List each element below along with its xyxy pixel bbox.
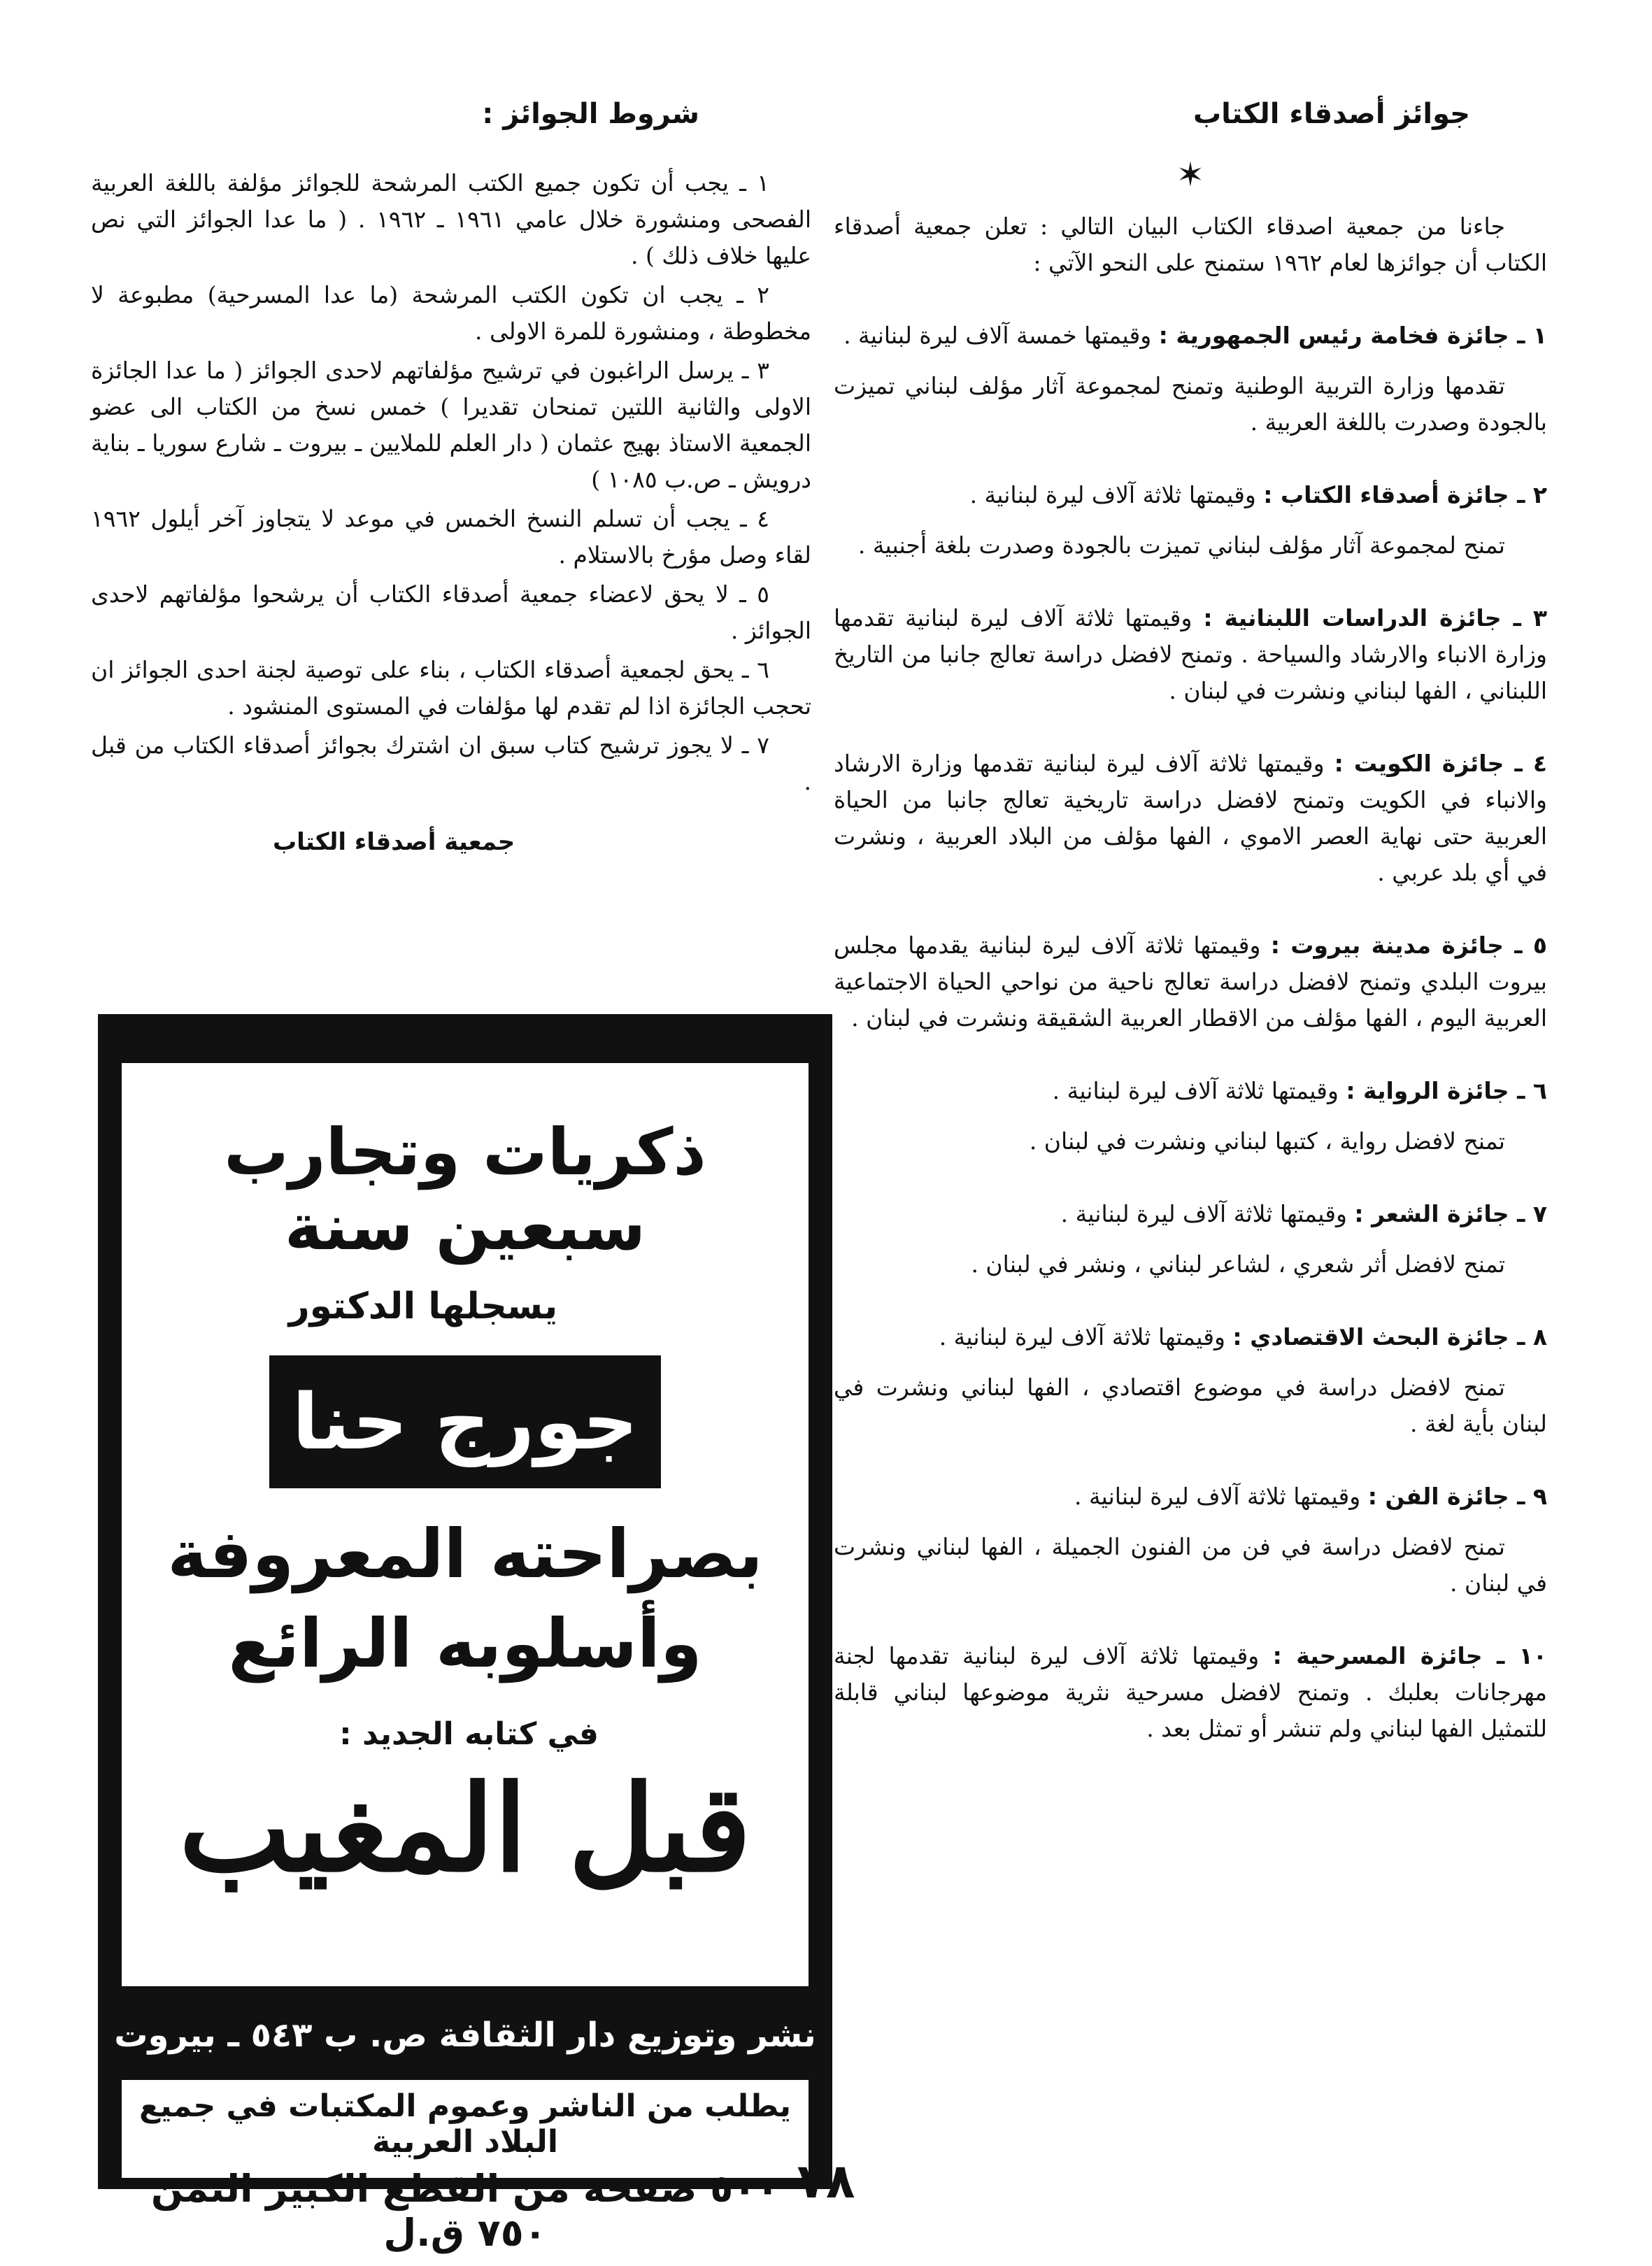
ad-author-box xyxy=(269,1355,661,1488)
prize-entry xyxy=(834,477,1547,564)
prize-paragraph xyxy=(834,746,1547,891)
prize-heading: ٩ ـ جائزة الفن : xyxy=(1367,1483,1547,1510)
prize-paragraph xyxy=(834,927,1547,1036)
conditions-column xyxy=(91,98,811,856)
prize-entry xyxy=(834,1073,1547,1160)
ad-publisher-bar: نشر وتوزيع دار الثقافة ص. ب ٥٤٣ ـ بيروت xyxy=(114,2016,816,2055)
prize-entry xyxy=(834,318,1547,441)
ad-main-panel xyxy=(122,1063,809,1986)
prize-description: تمنح لافضل دراسة في موضوع اقتصادي ، الفها لبناني ونشرت في لبنان بأية لغة . xyxy=(834,1374,1547,1437)
prize-description: تمنح لافضل دراسة في فن من الفنون الجميلة ، الفها لبناني ونشرت في لبنان . xyxy=(834,1533,1547,1597)
ad-availability: يطلب من الناشر وعموم المكتبات في جميع البلاد العربية xyxy=(138,2088,792,2160)
prize-heading: ١٠ ـ جائزة المسرحية : xyxy=(1272,1642,1547,1669)
prize-value: وقيمتها خمسة آلاف ليرة لبنانية . xyxy=(843,322,1159,349)
prize-paragraph xyxy=(834,1478,1547,1515)
prize-heading: ٢ ـ جائزة أصدقاء الكتاب : xyxy=(1263,481,1547,508)
prize-paragraph xyxy=(834,1196,1547,1232)
prize-value: وقيمتها ثلاثة آلاف ليرة لبنانية . xyxy=(969,481,1264,508)
conditions-heading: شروط الجوائز : xyxy=(482,98,699,130)
condition-item: ١ ـ يجب أن تكون جميع الكتب المرشحة للجوائز مؤلفة باللغة العربية الفصحى ومنشورة خلال عامي ١٩٦١ ـ ١٩٦٢ . ( ما عدا الجوائز التي نص عليها خلاف ذلك ) . xyxy=(91,169,811,269)
prizes-heading: جوائز أصدقاء الكتاب xyxy=(1192,98,1470,130)
page-number: ٧٨ xyxy=(797,2154,855,2209)
prize-description: تمنح لافضل رواية ، كتبها لبناني ونشرت في لبنان . xyxy=(1029,1127,1505,1155)
prize-paragraph xyxy=(834,318,1547,354)
signature: جمعية أصدقاء الكتاب xyxy=(273,828,515,856)
prize-heading: ٧ ـ جائزة الشعر : xyxy=(1354,1200,1547,1227)
prize-paragraph xyxy=(834,600,1547,709)
prize-value: وقيمتها ثلاثة آلاف ليرة لبنانية . xyxy=(1074,1483,1368,1510)
prize-heading: ١ ـ جائزة فخامة رئيس الجمهورية : xyxy=(1158,322,1547,349)
ad-in-book: في كتابه الجديد : xyxy=(339,1716,599,1752)
prize-description: تمنح لمجموعة آثار مؤلف لبناني تميزت بالجودة وصدرت بلغة أجنبية . xyxy=(857,532,1505,559)
conditions-list xyxy=(91,165,811,800)
ad-title: ذكريات وتجارب سبعين سنة xyxy=(224,1115,706,1264)
prize-paragraph xyxy=(834,1073,1547,1109)
condition-item: ٣ ـ يرسل الراغبون في ترشيح مؤلفاتهم لاحدى الجوائز ( ما عدا الجائزة الاولى والثانية اللتين تمنحان تقديرا ) خمس نسخ من الكتاب الى عضو الجمعية الاستاذ بهيج عثمان ( دار العلم للملايين ـ بيروت ـ شارع سوريا ـ بناية درويش ـ ص.ب ١٠٨٥ ) xyxy=(91,357,811,493)
prize-entry xyxy=(834,1638,1547,1747)
condition-item: ٤ ـ يجب أن تسلم النسخ الخمس في موعد لا يتجاوز آخر أيلول ١٩٦٢ لقاء وصل مؤرخ بالاستلام . xyxy=(91,505,811,569)
prize-heading: ٤ ـ جائزة الكويت : xyxy=(1334,750,1547,777)
ad-author-name: جورج حنا xyxy=(292,1377,639,1467)
prizes-column xyxy=(834,98,1547,1747)
prize-description: تقدمها وزارة التربية الوطنية وتمنح لمجموعة آثار مؤلف لبناني تميزت بالجودة وصدرت باللغة العربية . xyxy=(834,372,1547,436)
prize-value: وقيمتها ثلاثة آلاف ليرة لبنانية . xyxy=(1052,1077,1346,1104)
prize-entry xyxy=(834,600,1547,709)
condition-item: ٧ ـ لا يجوز ترشيح كتاب سبق ان اشترك بجوائز أصدقاء الكتاب من قبل . xyxy=(91,732,811,795)
prize-description: تمنح لافضل أثر شعري ، لشاعر لبناني ، ونشر في لبنان . xyxy=(971,1250,1505,1278)
prize-paragraph xyxy=(834,1638,1547,1747)
ad-recorded-by: يسجلها الدكتور xyxy=(288,1285,558,1327)
intro-paragraph: جاءنا من جمعية اصدقاء الكتاب البيان التالي : تعلن جمعية أصدقاء الكتاب أن جوائزها لعام ١٩٦٢ ستمنح على النحو الآتي : xyxy=(834,213,1547,276)
prize-value: وقيمتها ثلاثة آلاف ليرة لبنانية . xyxy=(1060,1200,1355,1227)
condition-item: ٥ ـ لا يحق لاعضاء جمعية أصدقاء الكتاب أن يرشحوا مؤلفاتهم لاحدى الجوائز . xyxy=(91,580,811,644)
prize-heading: ٣ ـ جائزة الدراسات اللبنانية : xyxy=(1203,604,1548,632)
prize-list xyxy=(834,318,1547,1747)
ad-price: ٥٠٠ صفحة من القطع الكبير الثمن ٧٥٠ ق.ل xyxy=(150,2167,780,2255)
ad-book-title: قبل المغيب xyxy=(178,1759,752,1899)
prize-entry xyxy=(834,746,1547,891)
prize-heading: ٦ ـ جائزة الرواية : xyxy=(1346,1077,1547,1104)
condition-item: ٦ ـ يحق لجمعية أصدقاء الكتاب ، بناء على توصية لجنة احدى الجوائز ان تحجب الجائزة اذا لم تقدم لها مؤلفات في المستوى المنشود . xyxy=(91,656,811,720)
prize-paragraph xyxy=(834,477,1547,513)
prize-value: وقيمتها ثلاثة آلاف ليرة لبنانية يقدمها مجلس بيروت البلدي وتمنح لافضل دراسة تعالج ناحية من نواحي الحياة الاجتماعية العربية اليوم ، الفها مؤلف من الاقطار العربية الشقيقة ونشرت في لبنان . xyxy=(834,932,1547,1032)
prize-heading: ٥ ـ جائزة مدينة بيروت : xyxy=(1270,932,1547,959)
prize-entry xyxy=(834,1196,1547,1283)
prize-value: وقيمتها ثلاثة آلاف ليرة لبنانية تقدمها وزارة الانباء والارشاد والسياحة . وتمنح لافضل دراسة تعالج جانبا من التاريخ اللبناني ، الفها لبناني ونشرت في لبنان . xyxy=(834,604,1547,704)
prize-heading: ٨ ـ جائزة البحث الاقتصادي : xyxy=(1232,1323,1547,1351)
prize-value: وقيمتها ثلاثة آلاف ليرة لبنانية تقدمها وزارة الارشاد والانباء في الكويت وتمنح لافضل دراسة تاريخية تعالج جانبا من الحياة العربية حتى نهاية العصر الاموي ، الفها مؤلف من البلاد العربية ، ونشرت في أي بلد عربي . xyxy=(834,750,1547,886)
prize-entry xyxy=(834,1478,1547,1602)
prize-value: وقيمتها ثلاثة آلاف ليرة لبنانية . xyxy=(939,1323,1233,1351)
prize-entry xyxy=(834,927,1547,1036)
prize-entry xyxy=(834,1319,1547,1442)
condition-item: ٢ ـ يجب ان تكون الكتب المرشحة (ما عدا المسرحية) مطبوعة لا مخطوطة ، ومنشورة للمرة الاولى . xyxy=(91,281,811,345)
ad-style-line-2: وأسلوبه الرائع xyxy=(228,1604,702,1683)
star-ornament-icon: ✶ xyxy=(1176,155,1205,194)
ad-style-line-1: بصراحته المعروفة xyxy=(167,1515,763,1593)
prize-paragraph xyxy=(834,1319,1547,1355)
prize-value: وقيمتها ثلاثة آلاف ليرة لبنانية تقدمها لجنة مهرجانات بعلبك . وتمنح لافضل مسرحية نثرية موضوعها لبناني قابلة للتمثيل الفها لبناني ولم تنشر أو تمثل بعد . xyxy=(834,1642,1547,1742)
